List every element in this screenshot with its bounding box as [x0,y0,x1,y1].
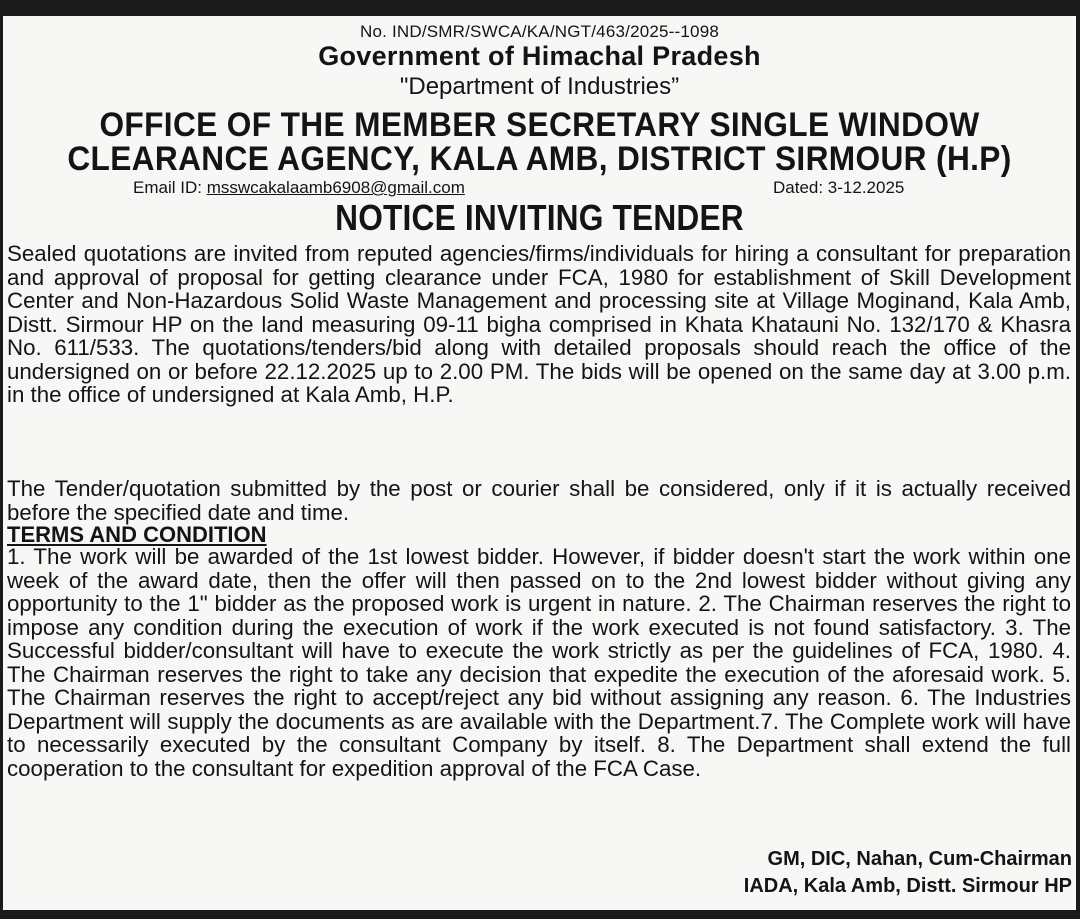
reference-number: No. IND/SMR/SWCA/KA/NGT/463/2025--1098 [359,22,720,41]
notice-title: NOTICE INVITING TENDER [335,197,744,238]
terms-paragraph: 1. The work will be awarded of the 1st lowest bidder. However, if bidder doesn't start the work within one week of the award date, then the offer will then passed on to the 2nd lowest bidder without giving any opportunity to the 1" bidder as the proposed work is urgent in nature. 2. The Chairman reserves the right to impose any condition during the execution of work if the work executed is not found satisfactory. 3. The Successful bidder/consultant will have to execute the work strictly as per the guidelines of FCA, 1980. 4. The Chairman reserves the right to take any decision that expedite the execution of the aforesaid work. 5. The Chairman reserves the right to accept/reject any bid without assigning any reason. 6. The Industries Department will supply the documents as are available with the Department.7. The Complete work will have to necessarily executed by the consultant Company by itself. 8. The Department shall extend the full cooperation to the consultant for expedition approval of the FCA Case. [7,544,1071,781]
email-link[interactable]: msswcakalaamb6908@gmail.com [206,178,465,197]
notice-date: Dated: 3-12.2025 [773,178,905,197]
government-name: Government of Himachal Pradesh [318,41,761,71]
office-title-line-1: OFFICE OF THE MEMBER SECRETARY SINGLE WINDOW [99,106,980,144]
signature-line-2: IADA, Kala Amb, Distt. Sirmour HP [743,875,1072,897]
email-label: Email ID: [133,178,202,197]
notice-paragraph-1: Sealed quotations are invited from reputed agencies/firms/individuals for hiring a consultant for preparation and approval of proposal for getting clearance under FCA, 1980 for establishment of Skill Development Center and Non-Hazardous Solid Waste Management and processing site at Village Moginand, Kala Amb, Distt. Sirmour HP on the land measuring 09-11 bigha comprised in Khata Khatauni No. 132/170 & Khasra No. 611/533. The quotations/tenders/bid along with detailed proposals should reach the office of the undersigned on or before 22.12.2025 up to 2.00 PM. The bids will be opened on the same day at 3.00 p.m. in the office of undersigned at Kala Amb, H.P. [7,241,1071,407]
notice-paragraph-2: The Tender/quotation submitted by the post or courier shall be considered, only if it is actually received before the specified date and time. [7,476,1071,525]
terms-heading: TERMS AND CONDITION [7,522,267,547]
email-row [133,178,465,198]
tender-notice-document [3,16,1076,910]
department-name: "Department of Industries” [399,73,680,100]
office-title-line-2: CLEARANCE AGENCY, KALA AMB, DISTRICT SIRMOUR (H.P) [67,140,1012,178]
signature-line-1: GM, DIC, Nahan, Cum-Chairman [767,848,1072,870]
